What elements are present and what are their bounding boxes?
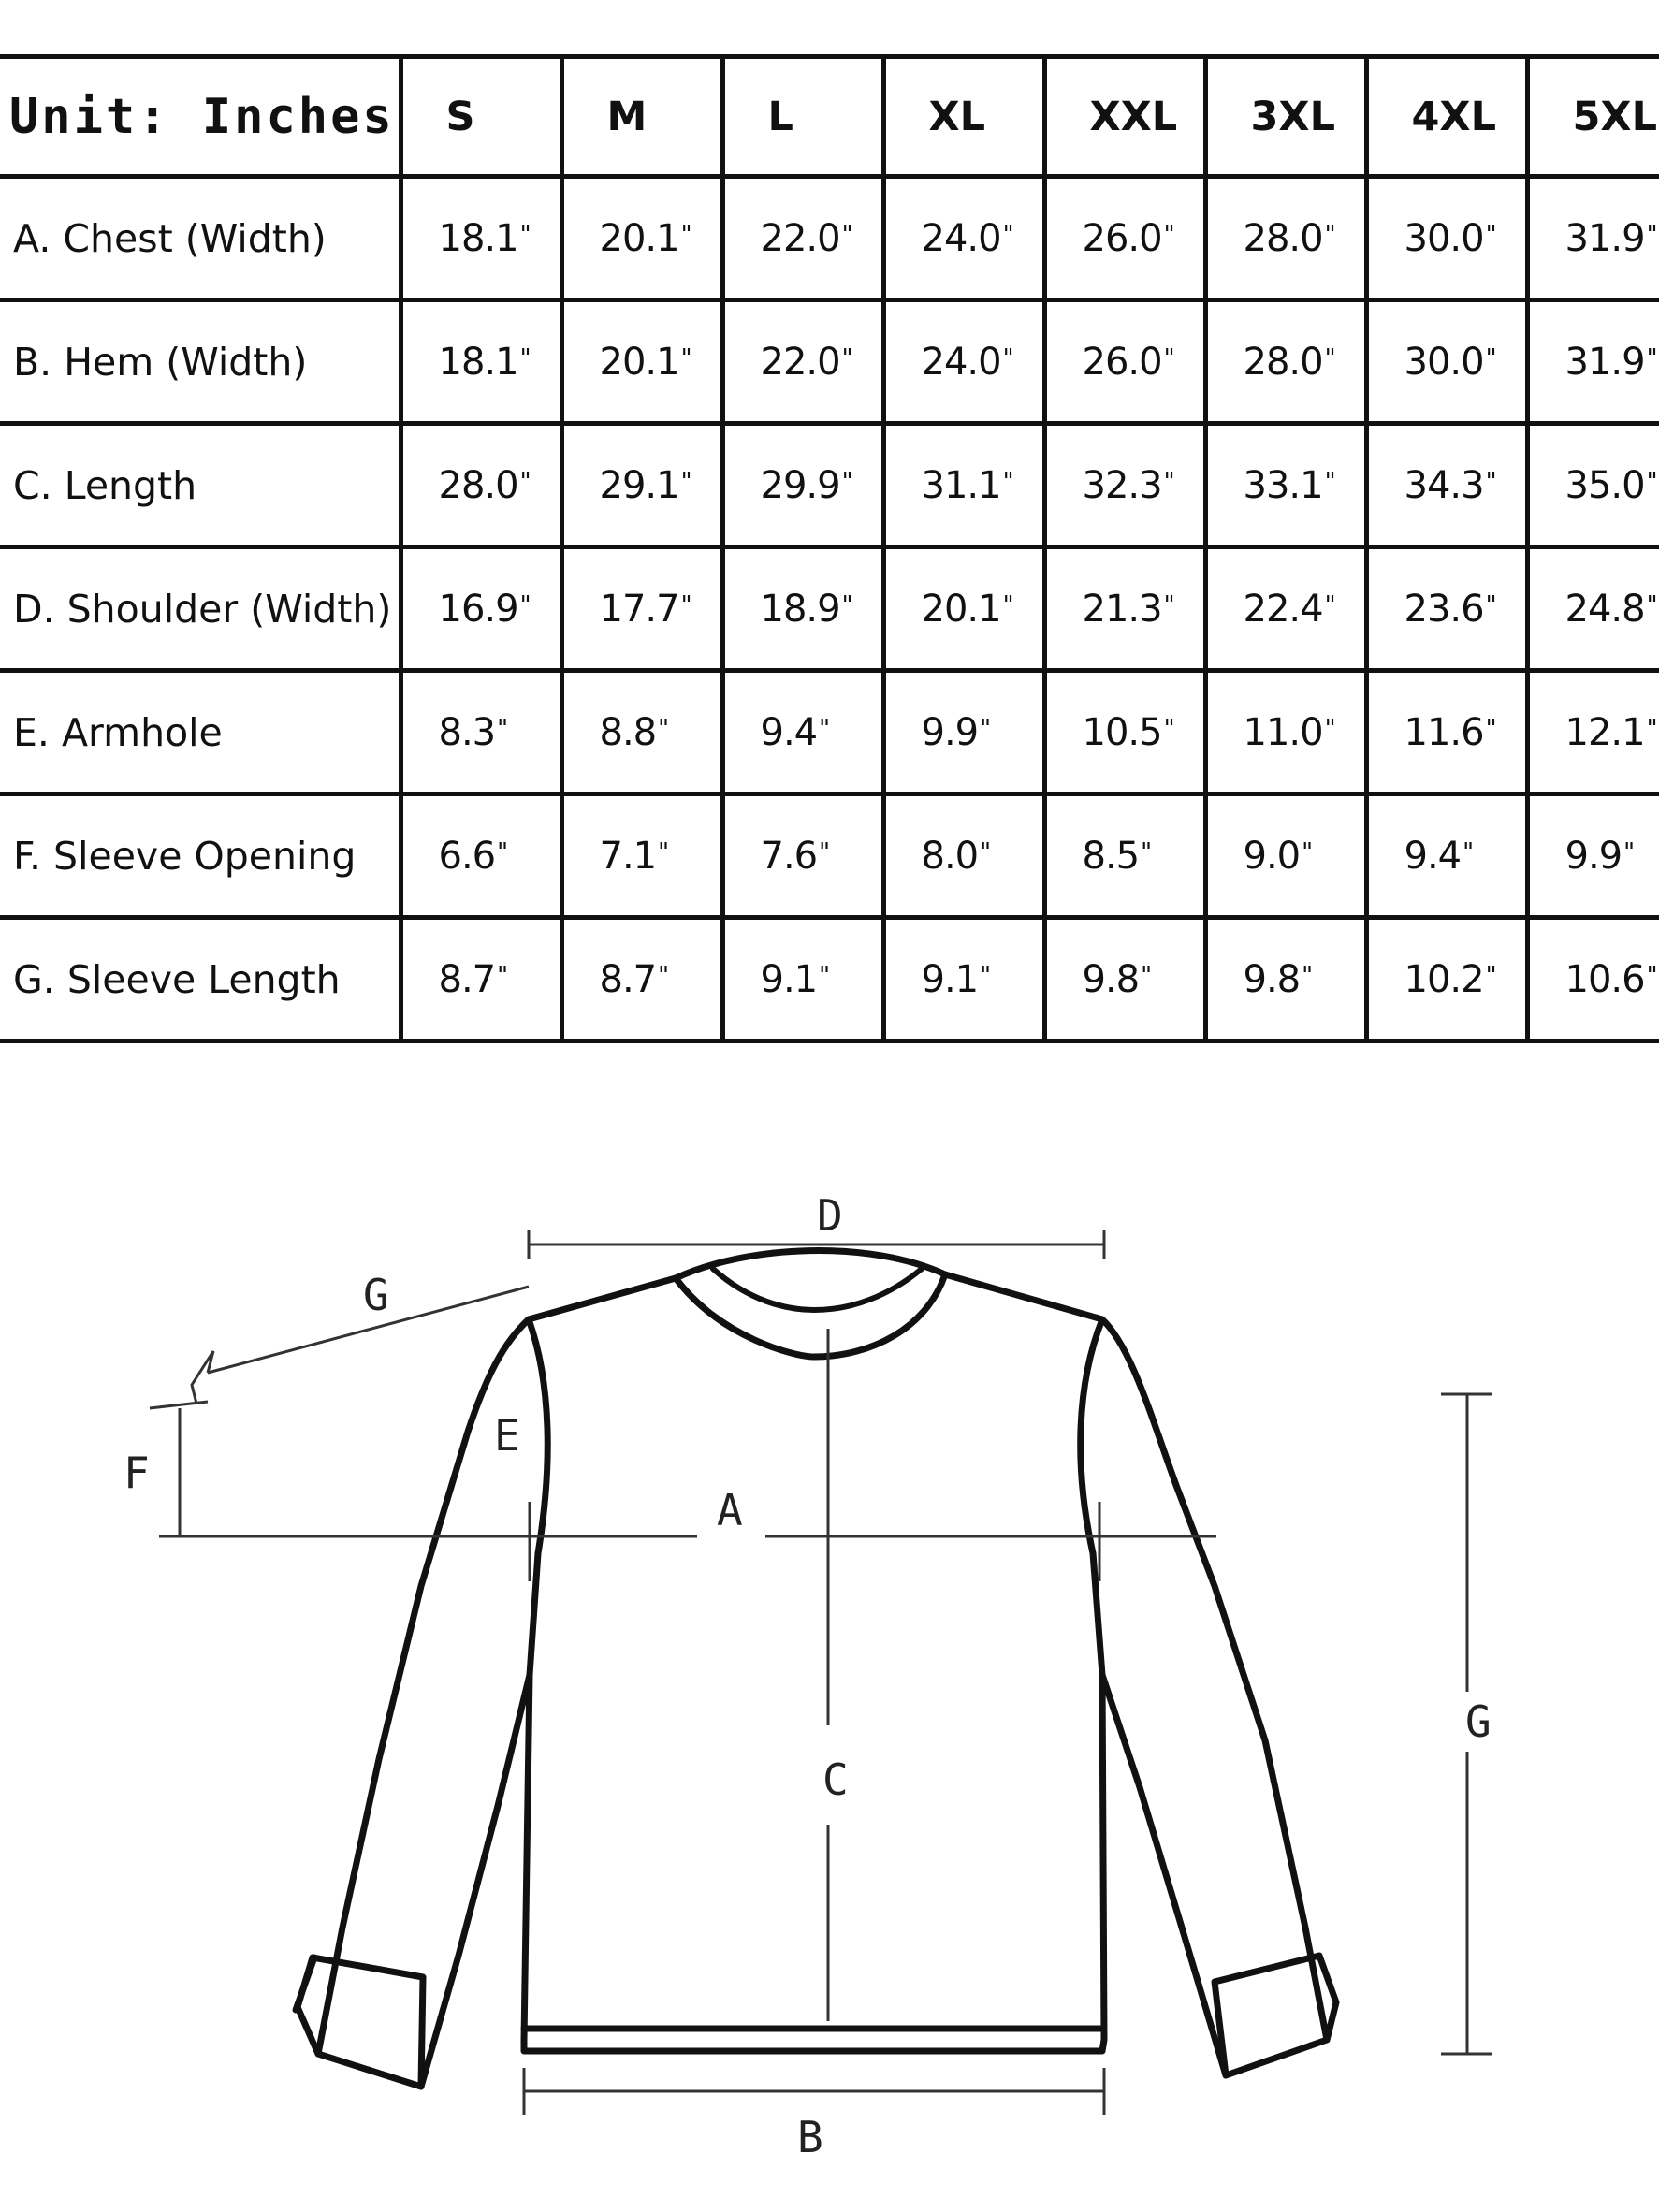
- label-g-side: G: [1465, 1696, 1492, 1747]
- inch-mark: ": [1485, 220, 1496, 249]
- measurement-value: [883, 424, 1044, 547]
- inch-mark: ": [1002, 220, 1013, 249]
- inch-mark: ": [519, 590, 531, 619]
- inch-mark: ": [1002, 467, 1013, 496]
- size-header-4xl: 4XL: [1366, 57, 1527, 177]
- value-number: 11.6: [1404, 710, 1484, 754]
- value-number: 9.8: [1082, 957, 1140, 1001]
- measurement-label: E. Armhole: [0, 671, 400, 794]
- value-number: 31.9: [1564, 340, 1645, 384]
- value-number: 17.7: [599, 587, 679, 631]
- size-header-xxl: XXL: [1044, 57, 1205, 177]
- inch-mark: ": [1302, 837, 1313, 866]
- measurement-value: [561, 671, 722, 794]
- value-number: 11.0: [1243, 710, 1323, 754]
- inch-mark: ": [1463, 837, 1474, 866]
- inch-mark: ": [1646, 714, 1657, 743]
- value-number: 30.0: [1404, 216, 1484, 260]
- measurement-value: [722, 424, 883, 547]
- value-number: 9.8: [1243, 957, 1301, 1001]
- value-number: 28.0: [1243, 216, 1323, 260]
- value-number: 32.3: [1082, 463, 1162, 507]
- value-number: 29.1: [599, 463, 679, 507]
- inch-mark: ": [1485, 343, 1496, 372]
- inch-mark: ": [1646, 961, 1657, 990]
- measurement-value: [561, 300, 722, 424]
- inch-mark: ": [497, 714, 508, 743]
- value-number: 16.9: [438, 587, 518, 631]
- measurement-value: [722, 794, 883, 918]
- measurement-row: [0, 547, 1659, 671]
- value-number: 29.9: [760, 463, 840, 507]
- value-number: 8.7: [438, 957, 496, 1001]
- inch-mark: ": [497, 961, 508, 990]
- body-outline: [318, 1251, 1327, 2087]
- measurement-value: [1044, 918, 1205, 1041]
- value-number: 26.0: [1082, 216, 1162, 260]
- inch-mark: ": [680, 220, 691, 249]
- value-number: 20.1: [599, 216, 679, 260]
- inch-mark: ": [1623, 837, 1635, 866]
- inch-mark: ": [519, 467, 531, 496]
- value-number: 9.4: [1404, 834, 1462, 878]
- inch-mark: ": [1646, 590, 1657, 619]
- inch-mark: ": [1141, 961, 1152, 990]
- size-chart-table: [0, 54, 1659, 1043]
- measurement-value: [1527, 918, 1659, 1041]
- inch-mark: ": [1485, 714, 1496, 743]
- value-number: 28.0: [438, 463, 518, 507]
- measurement-value: [1205, 177, 1366, 300]
- inch-mark: ": [519, 220, 531, 249]
- value-number: 26.0: [1082, 340, 1162, 384]
- measurement-value: [561, 177, 722, 300]
- value-number: 22.0: [760, 216, 840, 260]
- value-number: 12.1: [1564, 710, 1645, 754]
- measurement-value: [1527, 671, 1659, 794]
- value-number: 33.1: [1243, 463, 1323, 507]
- measurement-value: [1527, 547, 1659, 671]
- inch-mark: ": [1141, 837, 1152, 866]
- value-number: 31.1: [921, 463, 1001, 507]
- inch-mark: ": [658, 714, 669, 743]
- measurement-value: [400, 547, 561, 671]
- measurement-value: [1527, 794, 1659, 918]
- size-header-5xl: 5XL: [1527, 57, 1659, 177]
- size-header-xl: XL: [883, 57, 1044, 177]
- measurement-value: [883, 300, 1044, 424]
- measurement-value: [722, 300, 883, 424]
- inch-mark: ": [1485, 961, 1496, 990]
- size-header-3xl: 3XL: [1205, 57, 1366, 177]
- measurement-value: [722, 918, 883, 1041]
- measurement-value: [1366, 177, 1527, 300]
- inch-mark: ": [980, 714, 991, 743]
- measurement-value: [1205, 300, 1366, 424]
- measurement-value: [1366, 547, 1527, 671]
- measurement-label: F. Sleeve Opening: [0, 794, 400, 918]
- inch-mark: ": [680, 343, 691, 372]
- inch-mark: ": [1002, 590, 1013, 619]
- measurement-value: [1527, 300, 1659, 424]
- inch-mark: ": [1646, 467, 1657, 496]
- measurement-value: [1044, 300, 1205, 424]
- value-number: 10.2: [1404, 957, 1484, 1001]
- measurement-value: [722, 177, 883, 300]
- measurement-value: [883, 177, 1044, 300]
- value-number: 9.0: [1243, 834, 1301, 878]
- inch-mark: ": [1163, 467, 1174, 496]
- measurement-value: [1527, 177, 1659, 300]
- measurement-value: [561, 547, 722, 671]
- label-e: E: [494, 1410, 520, 1461]
- size-header-l: L: [722, 57, 883, 177]
- measurement-value: [400, 794, 561, 918]
- value-number: 21.3: [1082, 587, 1162, 631]
- value-number: 22.0: [760, 340, 840, 384]
- value-number: 7.6: [760, 834, 818, 878]
- measurement-rows: [0, 177, 1659, 1041]
- size-header-row: [0, 57, 1659, 177]
- inch-mark: ": [1324, 343, 1335, 372]
- inch-mark: ": [1646, 343, 1657, 372]
- value-number: 20.1: [921, 587, 1001, 631]
- inch-mark: ": [1163, 220, 1174, 249]
- value-number: 18.1: [438, 216, 518, 260]
- left-armhole-seam: [529, 1319, 547, 1675]
- measurement-value: [561, 424, 722, 547]
- measurement-value: [1044, 794, 1205, 918]
- inch-mark: ": [680, 590, 691, 619]
- value-number: 9.9: [1564, 834, 1623, 878]
- inch-mark: ": [980, 961, 991, 990]
- inch-mark: ": [680, 467, 691, 496]
- measurement-value: [400, 918, 561, 1041]
- value-number: 34.3: [1404, 463, 1484, 507]
- measurement-row: [0, 177, 1659, 300]
- measurement-value: [1044, 547, 1205, 671]
- unit-label: Unit: Inches: [0, 57, 400, 177]
- value-number: 18.9: [760, 587, 840, 631]
- measurement-value: [1366, 794, 1527, 918]
- value-number: 8.3: [438, 710, 496, 754]
- size-header-s: S: [400, 57, 561, 177]
- measurement-value: [1366, 300, 1527, 424]
- value-number: 8.8: [599, 710, 657, 754]
- measurement-value: [1205, 918, 1366, 1041]
- measurement-value: [722, 547, 883, 671]
- inch-mark: ": [1324, 220, 1335, 249]
- value-number: 6.6: [438, 834, 496, 878]
- label-d: D: [817, 1190, 843, 1241]
- right-armhole-seam: [1081, 1319, 1102, 1675]
- inch-mark: ": [1485, 590, 1496, 619]
- value-number: 10.6: [1564, 957, 1645, 1001]
- value-number: 35.0: [1564, 463, 1645, 507]
- value-number: 20.1: [599, 340, 679, 384]
- value-number: 8.0: [921, 834, 979, 878]
- measurement-value: [561, 794, 722, 918]
- measurement-row: [0, 424, 1659, 547]
- inch-mark: ": [658, 837, 669, 866]
- inch-mark: ": [841, 220, 852, 249]
- measurement-value: [400, 424, 561, 547]
- inch-mark: ": [1163, 714, 1174, 743]
- measurement-label: G. Sleeve Length: [0, 918, 400, 1041]
- measurement-value: [1044, 424, 1205, 547]
- measurement-value: [1366, 671, 1527, 794]
- value-number: 28.0: [1243, 340, 1323, 384]
- value-number: 24.8: [1564, 587, 1645, 631]
- inch-mark: ": [497, 837, 508, 866]
- inch-mark: ": [1324, 467, 1335, 496]
- label-g-sleeve: G: [363, 1270, 389, 1320]
- size-header-m: M: [561, 57, 722, 177]
- value-number: 24.0: [921, 216, 1001, 260]
- measurement-value: [561, 918, 722, 1041]
- label-c: C: [822, 1754, 849, 1805]
- value-number: 9.9: [921, 710, 979, 754]
- measurement-value: [1205, 794, 1366, 918]
- inch-mark: ": [519, 343, 531, 372]
- measurement-value: [883, 918, 1044, 1041]
- inch-mark: ": [1485, 467, 1496, 496]
- inch-mark: ": [819, 714, 830, 743]
- measurement-value: [1205, 547, 1366, 671]
- measurement-row: [0, 300, 1659, 424]
- inch-mark: ": [1163, 590, 1174, 619]
- measurement-value: [722, 671, 883, 794]
- measurement-value: [400, 300, 561, 424]
- measurement-row: [0, 794, 1659, 918]
- neckline: [676, 1274, 945, 1357]
- value-number: 30.0: [1404, 340, 1484, 384]
- inch-mark: ": [658, 961, 669, 990]
- neck-rib: [713, 1269, 922, 1310]
- inch-mark: ": [1324, 590, 1335, 619]
- measurement-value: [1205, 424, 1366, 547]
- inch-mark: ": [980, 837, 991, 866]
- measurement-row: [0, 671, 1659, 794]
- inch-mark: ": [841, 467, 852, 496]
- inch-mark: ": [841, 590, 852, 619]
- measurement-value: [1044, 177, 1205, 300]
- inch-mark: ": [1646, 220, 1657, 249]
- value-number: 31.9: [1564, 216, 1645, 260]
- measurement-value: [1044, 671, 1205, 794]
- measurement-value: [883, 671, 1044, 794]
- measurement-row: [0, 918, 1659, 1041]
- measurement-value: [400, 177, 561, 300]
- measurement-value: [1527, 424, 1659, 547]
- measurement-label: D. Shoulder (Width): [0, 547, 400, 671]
- measurement-value: [1366, 918, 1527, 1041]
- inch-mark: ": [1163, 343, 1174, 372]
- sweatshirt-diagram: [0, 1029, 1659, 2212]
- measurement-label: A. Chest (Width): [0, 177, 400, 300]
- inch-mark: ": [1324, 714, 1335, 743]
- value-number: 10.5: [1082, 710, 1162, 754]
- value-number: 23.6: [1404, 587, 1484, 631]
- measurement-value: [1366, 424, 1527, 547]
- inch-mark: ": [841, 343, 852, 372]
- value-number: 22.4: [1243, 587, 1323, 631]
- value-number: 9.1: [921, 957, 979, 1001]
- value-number: 8.7: [599, 957, 657, 1001]
- label-f: F: [124, 1448, 150, 1498]
- inch-mark: ": [819, 837, 830, 866]
- measurement-label: C. Length: [0, 424, 400, 547]
- inch-mark: ": [1002, 343, 1013, 372]
- label-b: B: [797, 2112, 823, 2162]
- value-number: 9.4: [760, 710, 818, 754]
- measurement-label: B. Hem (Width): [0, 300, 400, 424]
- measurement-value: [883, 547, 1044, 671]
- measurement-value: [883, 794, 1044, 918]
- measurement-value: [1205, 671, 1366, 794]
- inch-mark: ": [1302, 961, 1313, 990]
- value-number: 24.0: [921, 340, 1001, 384]
- measurement-value: [400, 671, 561, 794]
- label-a: A: [717, 1485, 743, 1535]
- value-number: 8.5: [1082, 834, 1140, 878]
- value-number: 18.1: [438, 340, 518, 384]
- value-number: 7.1: [599, 834, 657, 878]
- value-number: 9.1: [760, 957, 818, 1001]
- inch-mark: ": [819, 961, 830, 990]
